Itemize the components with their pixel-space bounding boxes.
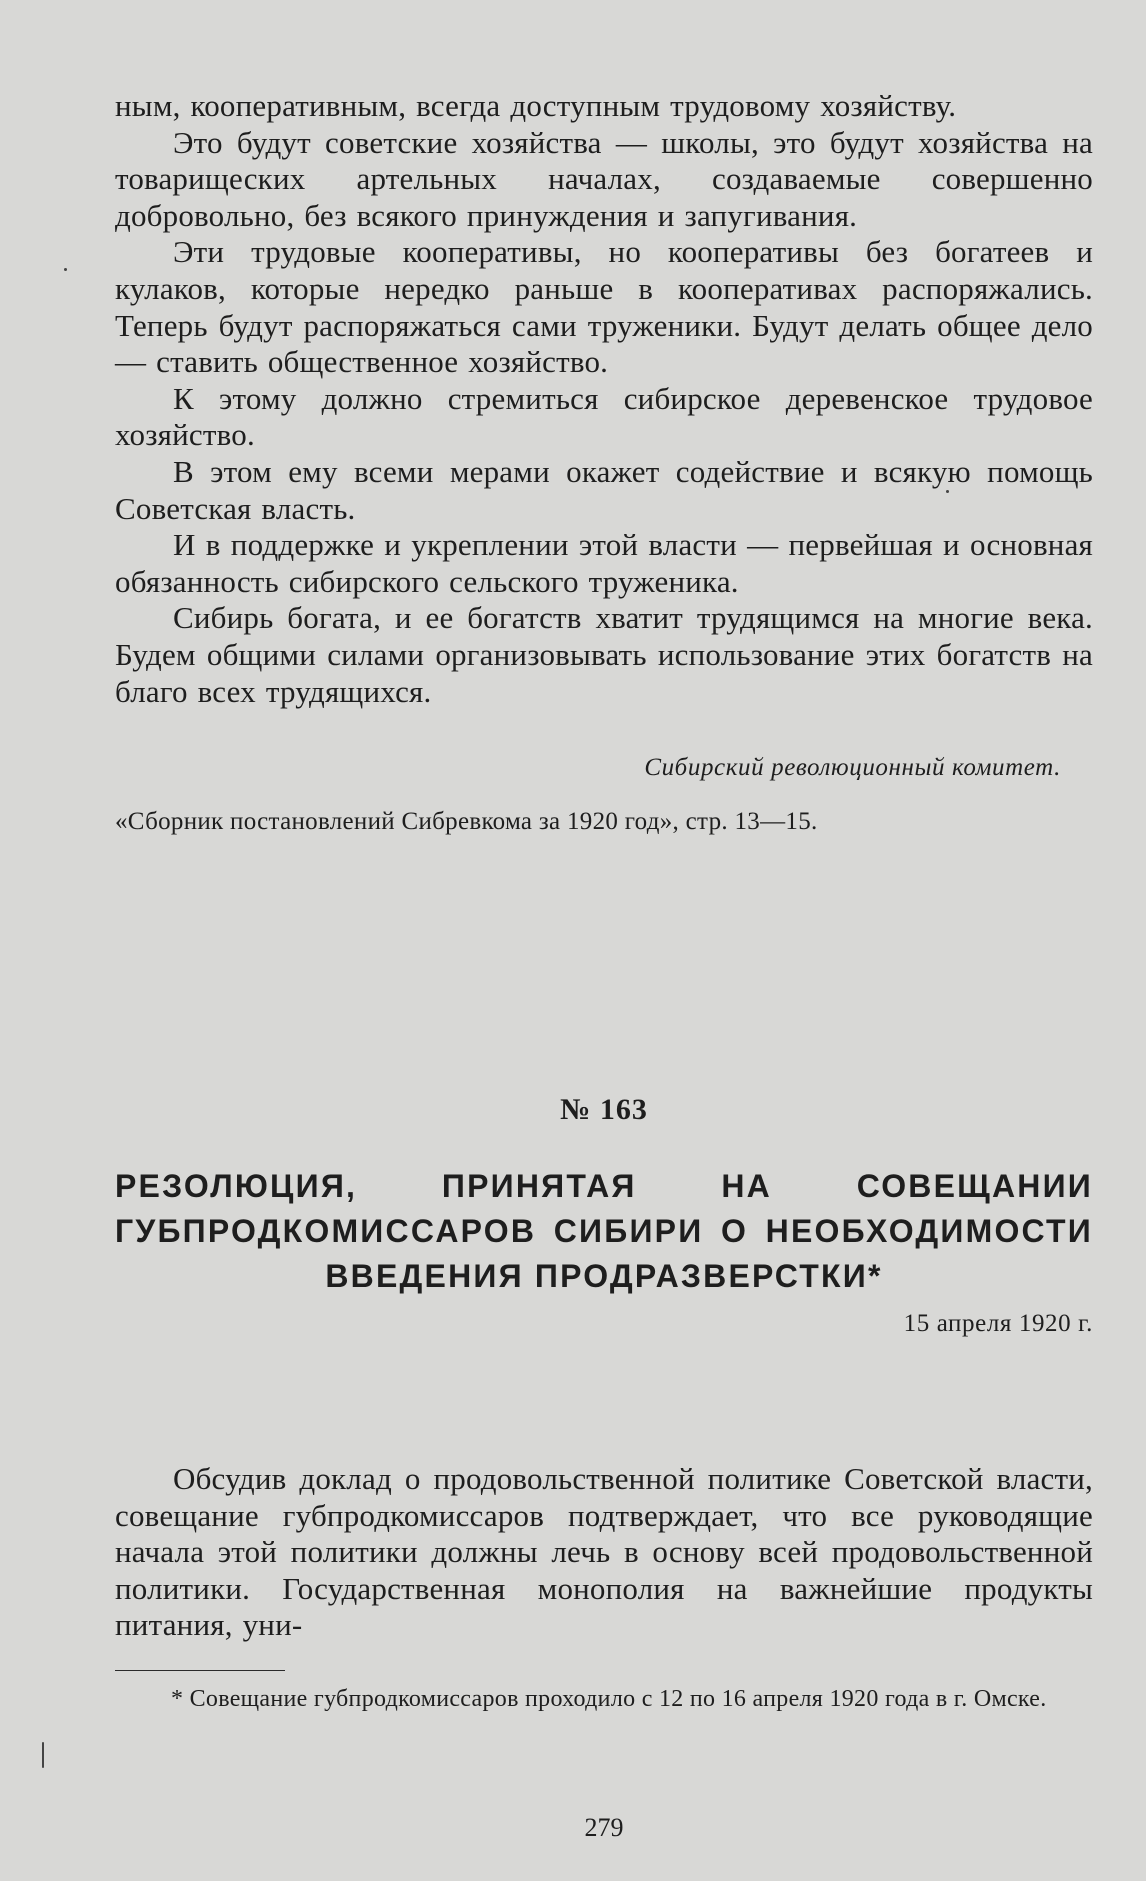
resolution-text-section [115,1461,1093,1644]
page-number: 279 [584,1813,624,1842]
paper-speck [946,490,949,493]
paragraph-siberia-wealth: Сибирь богата, и ее богатств хватит трудящимся на многие века. Будем общими силами организовывать использование этих богатств на благо всех трудящихся. [115,600,1093,709]
signature: Сибирский революционный комитет. [644,754,1061,782]
document-date: 15 апреля 1920 г. [903,1310,1093,1337]
paragraph-soviet-farms: Это будут советские хозяйства — школы, это будут хозяйства на товарищеских артельных началах, создаваемые совершенно добровольно, без всякого принуждения и запугивания. [115,124,1093,233]
paragraph-resolution-body: Обсудив доклад о продовольственной политике Советской власти, совещание губпродкомиссаров подтверждает, что все руководящие начала этой политики должны лечь в основу всей продовольственной политики. Государственная монополия на важнейшие продукты питания, уни- [115,1461,1093,1643]
paragraph-soviet-assistance: В этом ему всеми мерами окажет содействие и всякую помощь Советская власть. [115,453,1093,526]
paper-speck [42,1742,44,1768]
document-title: РЕЗОЛЮЦИЯ, ПРИНЯТАЯ НА СОВЕЩАНИИ ГУБПРОДКОМИССАРОВ СИБИРИ О НЕОБХОДИМОСТИ ВВЕДЕНИЯ ПРОДРАЗВЕРСТКИ* [115,1168,1093,1294]
paragraph-labor-cooperatives: Эти трудовые кооперативы, но кооперативы без богатеев и кулаков, которые нередко раньше в кооперативах распоряжались. Теперь будут распоряжаться сами труженики. Будут делать общее дело — ставить общественное хозяйство. [115,234,1093,380]
continued-text-section [115,88,1093,836]
footnote: * Совещание губпродкомиссаров проходило с 12 по 16 апреля 1920 года в г. Омске. [171,1686,1047,1712]
paragraph-duty: И в поддержке и укреплении этой власти — первейшая и основная обязанность сибирского сельского труженика. [115,527,1093,599]
book-page [115,88,1093,1842]
paper-speck [64,268,67,271]
source-citation: «Сборник постановлений Сибревкома за 1920 год», стр. 13—15. [115,808,818,836]
footnote-divider [115,1670,285,1671]
document-number: № 163 [560,1093,648,1126]
paragraph-village-economy: К этому должно стремиться сибирское деревенское трудовое хозяйство. [115,380,1093,453]
paragraph-continuation: ным, кооперативным, всегда доступным трудовому хозяйству. [115,88,957,123]
